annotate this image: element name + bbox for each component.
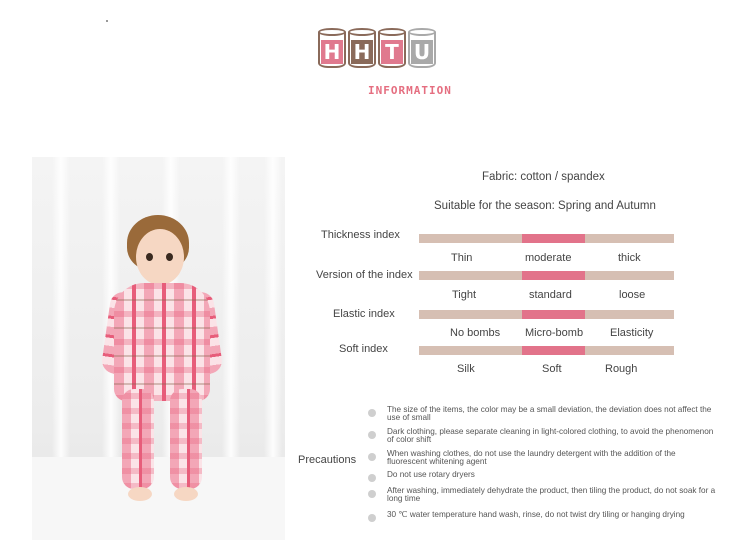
bullet-icon (368, 474, 376, 482)
decorative-dot (106, 20, 108, 22)
product-photo (32, 157, 285, 540)
soft-option-soft: Soft (542, 363, 562, 375)
version-option-standard: standard (529, 289, 572, 301)
version-option-tight: Tight (452, 289, 477, 301)
logo-letter-4: U (411, 40, 433, 64)
season-info: Suitable for the season: Spring and Autumn (434, 200, 656, 212)
logo-letter-3: T (381, 40, 403, 64)
version-index-bar (419, 271, 674, 280)
version-option-loose: loose (619, 289, 646, 301)
thickness-index-label: Thickness index (321, 229, 400, 241)
bullet-icon (368, 431, 376, 439)
fabric-info: Fabric: cotton / spandex (482, 171, 605, 183)
bullet-icon (368, 514, 376, 522)
thickness-index-bar (419, 234, 674, 243)
logo-can-1 (318, 28, 346, 70)
thickness-option-moderate: moderate (525, 252, 572, 264)
logo-can-3 (378, 28, 406, 70)
thickness-option-thin: Thin (451, 252, 473, 264)
logo-letter-1: H (321, 40, 343, 64)
logo-can-2 (348, 28, 376, 70)
precautions-label: Precautions (298, 454, 357, 466)
brand-logo (318, 28, 436, 72)
elastic-option-micro-bomb: Micro-bomb (525, 327, 584, 339)
version-index-label: Version of the index (316, 269, 413, 281)
thickness-option-thick: thick (618, 252, 641, 264)
elastic-index-label: Elastic index (333, 308, 395, 320)
soft-index-bar (419, 346, 674, 355)
elastic-option-elasticity: Elasticity (610, 327, 654, 339)
elastic-index-bar (419, 310, 674, 319)
elastic-option-no-bombs: No bombs (450, 327, 501, 339)
logo-can-4 (408, 28, 436, 70)
soft-option-rough: Rough (605, 363, 638, 375)
bullet-icon (368, 453, 376, 461)
soft-index-label: Soft index (339, 343, 388, 355)
soft-option-silk: Silk (457, 363, 475, 375)
section-title: INFORMATION (368, 84, 452, 97)
logo-letter-2: H (351, 40, 373, 64)
bullet-icon (368, 409, 376, 417)
bullet-icon (368, 490, 376, 498)
